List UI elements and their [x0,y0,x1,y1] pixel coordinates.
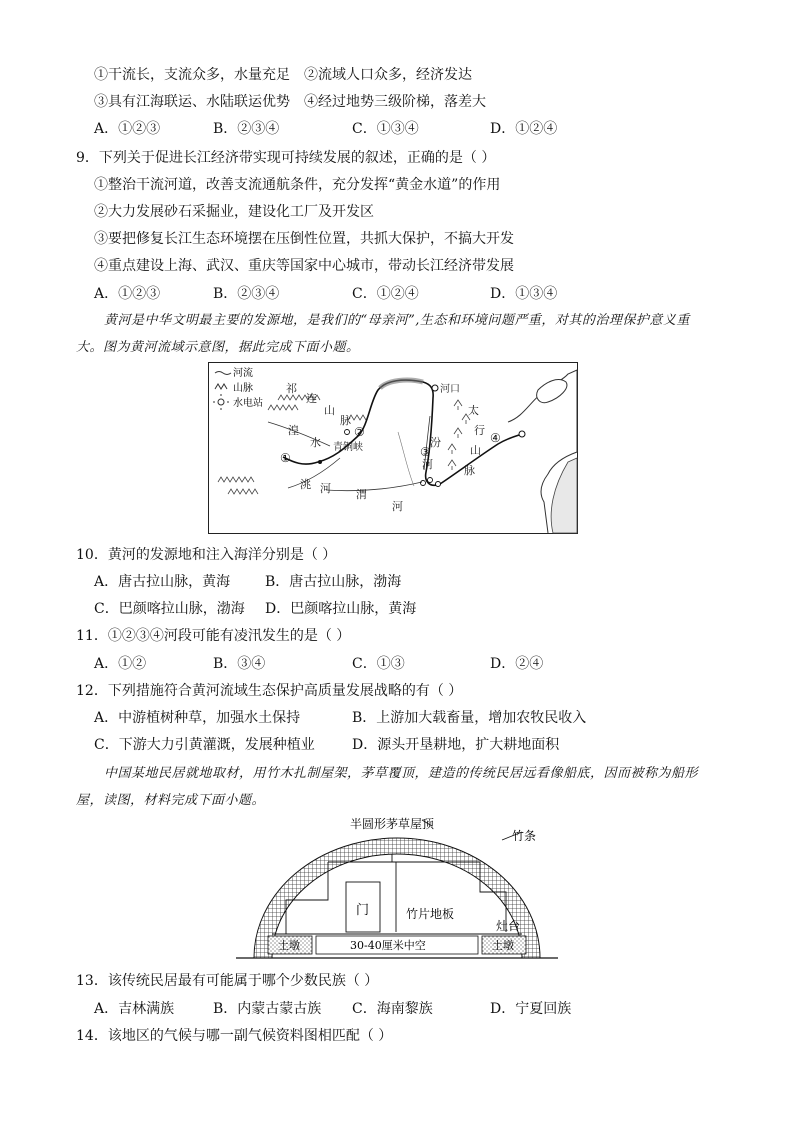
house-door-label: 门 [356,903,370,918]
house-stove-label: 灶台 [496,919,521,933]
map-label-mai: 脉 [340,414,351,427]
map-label-he3: 河 [392,500,403,513]
q11-option-d: D．②④ [490,656,544,672]
q12-stem: 12．下列措施符合黄河流域生态保护高质量发展战略的有（ ） [76,683,463,699]
map-label-tai: 太 [468,404,479,417]
q9-item-3: ③要把修复长江生态环境摆在压倒性位置，共抓大保护，不搞大开发 [94,231,514,247]
q11-stem: 11．①②③④河段可能有凌汛发生的是（ ） [76,628,351,644]
q10-option-d: D．巴颜喀拉山脉，黄海 [265,601,417,617]
q8-line1: ①干流长，支流众多，水量充足 ②流域人口众多，经济发达 [94,67,472,83]
map-marker-1: ① [280,451,291,465]
legend-mountain: 山脉 [233,383,253,394]
boat-house-diagram [232,812,562,966]
q14-stem: 14．该地区的气候与哪一副气候资料图相匹配（ ） [76,1028,393,1044]
house-bamboo-label: 竹条 [512,829,537,843]
map-marker-3: ③ [420,445,431,459]
q13-option-b: B．内蒙古蒙古族 [213,1001,322,1017]
house-hollow-label: 30-40厘米中空 [350,939,426,952]
q13-option-d: D．宁夏回族 [490,1001,572,1017]
map-label-qingtongxia: 青铜峡 [333,442,363,453]
map-label-hang: 行 [474,424,485,437]
map-label-he: 河 [422,458,433,471]
q11-option-a: A．①② [94,656,147,672]
map-label-shan2: 山 [470,444,481,457]
q9-item-2: ②大力发展砂石采掘业，建设化工厂及开发区 [94,204,374,220]
map-label-mai2: 脉 [464,464,475,477]
q9-stem: 9．下列关于促进长江经济带实现可持续发展的叙述，正确的是（ ） [76,150,496,166]
q8-option-c: C．①③④ [352,121,419,137]
q10-stem: 10．黄河的发源地和注入海洋分别是（ ） [76,547,337,563]
q12-option-c: C．下游大力引黄灌溉，发展种植业 [94,737,315,753]
intro1-line2: 大。图为黄河流域示意图，据此完成下面小题。 [76,340,360,355]
q11-option-b: B．③④ [213,656,266,672]
q8-option-b: B．②③④ [213,121,280,137]
q10-option-b: B．唐古拉山脉，渤海 [265,574,402,590]
map-label-shan: 山 [324,404,335,417]
map-label-he2: 河 [320,482,331,495]
q9-option-a: A．①②③ [94,286,161,302]
house-roof-label: 半圆形茅草屋顶 [350,817,435,831]
house-mound-left-label: 土墩 [278,939,300,952]
q8-option-d: D．①②④ [490,121,558,137]
q9-item-4: ④重点建设上海、武汉、重庆等国家中心城市，带动长江经济带发展 [94,258,514,274]
q13-option-a: A．吉林满族 [94,1001,175,1017]
legend-station: 水电站 [233,398,263,409]
intro1-line1: 黄河是中华文明最主要的发源地，是我们的“母亲河”,生态和环境问题严重，对其的治理保护意义重 [104,313,690,328]
house-floor-label: 竹片地板 [406,907,455,921]
map-marker-4: ④ [490,431,501,445]
q12-option-b: B．上游加大载畜量，增加农牧民收入 [352,710,587,726]
q13-option-c: C．海南黎族 [352,1001,433,1017]
map-label-huang: 湟 [288,424,299,437]
map-label-shui: 水 [310,436,321,449]
intro2-line1: 中国某地民居就地取材，用竹木扎制屋架，茅草覆顶，建造的传统民居远看像船底，因而被称为船形 [104,766,699,781]
q12-option-d: D．源头开垦耕地，扩大耕地面积 [352,737,560,753]
intro2-line2: 屋，读图，材料完成下面小题。 [76,793,266,808]
q9-option-d: D．①③④ [490,286,558,302]
legend-river: 河流 [233,368,253,379]
map-marker-2: ② [354,425,365,439]
house-mound-right-label: 土墩 [492,939,514,952]
q11-option-c: C．①③ [352,656,405,672]
q12-option-a: A．中游植树种草，加强水土保持 [94,710,301,726]
map-label-qi: 祁 [286,382,297,395]
q9-option-c: C．①②④ [352,286,419,302]
q10-option-a: A．唐古拉山脉，黄海 [94,574,231,590]
map-label-tao: 洮 [300,478,311,491]
q10-option-c: C．巴颜喀拉山脉，渤海 [94,601,245,617]
map-label-hekou: 河口 [440,384,460,395]
q8-line2: ③具有江海联运、水陆联运优势 ④经过地势三级阶梯，落差大 [94,94,486,110]
q9-option-b: B．②③④ [213,286,280,302]
q8-option-a: A．①②③ [94,121,161,137]
q13-stem: 13．该传统民居最有可能属于哪个少数民族（ ） [76,973,379,989]
yellow-river-map [208,362,578,534]
map-label-lian: 连 [306,392,317,405]
map-label-wei: 渭 [356,488,367,501]
map-label-fen: 汾 [430,436,441,449]
q9-item-1: ①整治干流河道，改善支流通航条件，充分发挥“黄金水道”的作用 [94,177,501,193]
